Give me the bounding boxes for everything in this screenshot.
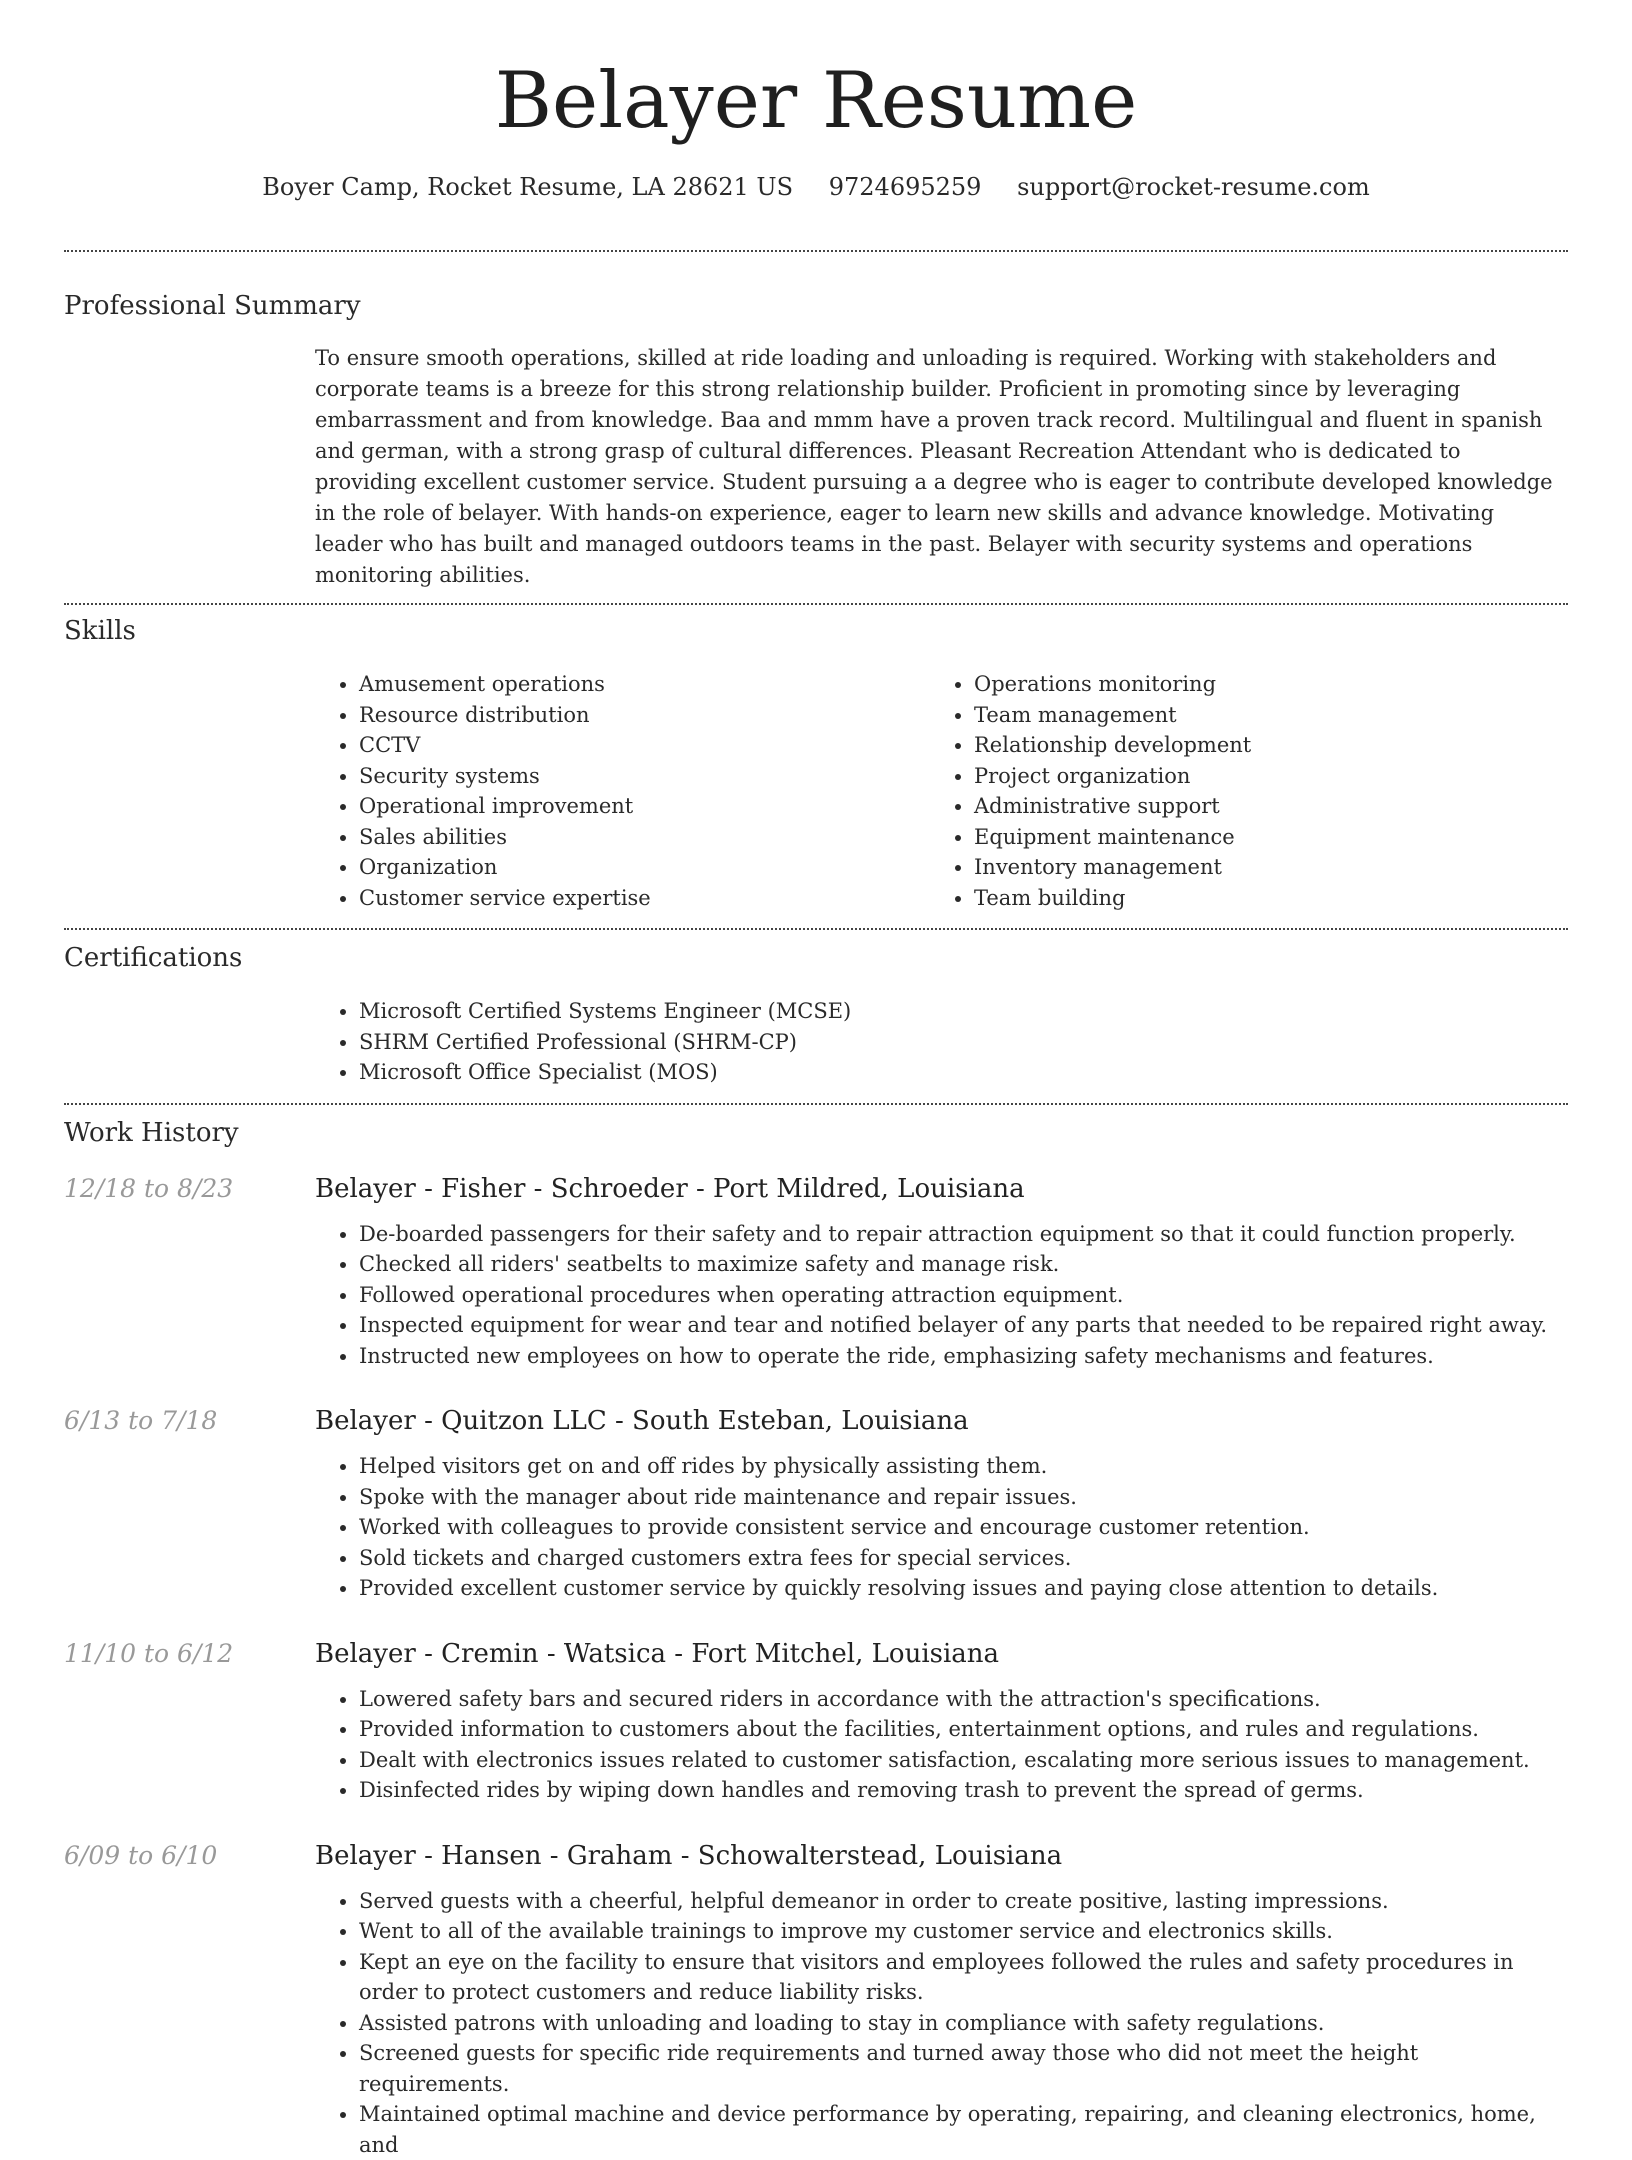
contact-address: Boyer Camp, Rocket Resume, LA 28621 US	[262, 173, 793, 201]
job-entry	[64, 1173, 1568, 1372]
job-title: Belayer - Fisher - Schroeder - Port Mildred, Louisiana	[315, 1173, 1025, 1205]
job-entry	[64, 1405, 1568, 1604]
certification-item: • Microsoft Office Specialist (MOS)	[359, 1057, 1568, 1088]
job-bullet: • Followed operational procedures when operating attraction equipment.	[359, 1280, 1568, 1311]
skill-item: • Amusement operations	[359, 669, 930, 700]
job-bullet: • De-boarded passengers for their safety and to repair attraction equipment so that it could function properly.	[359, 1219, 1568, 1250]
certifications-list	[315, 996, 1568, 1088]
job-title: Belayer - Hansen - Graham - Schowalterstead, Louisiana	[315, 1840, 1062, 1872]
contact-email: support@rocket-resume.com	[1017, 173, 1370, 201]
job-date: 12/18 to 8/23	[64, 1173, 315, 1205]
section-divider	[64, 250, 1568, 252]
contact-phone: 9724695259	[829, 173, 982, 201]
job-bullets	[315, 1451, 1568, 1604]
job-title: Belayer - Quitzon LLC - South Esteban, Louisiana	[315, 1405, 969, 1437]
job-bullet: • Instructed new employees on how to operate the ride, emphasizing safety mechanisms and features.	[359, 1341, 1568, 1372]
job-entry	[64, 1638, 1568, 1806]
skill-item: • Equipment maintenance	[974, 822, 1545, 853]
skill-item: • Operational improvement	[359, 791, 930, 822]
certifications-title: Certifications	[64, 942, 1568, 974]
job-entry	[64, 1840, 1568, 2160]
resume-header	[64, 0, 1568, 202]
skills-section	[64, 615, 1568, 913]
certification-item: • SHRM Certified Professional (SHRM-CP)	[359, 1027, 1568, 1058]
skills-list-left	[315, 669, 930, 913]
resume-name: Belayer Resume	[64, 56, 1568, 146]
skill-item: • Organization	[359, 852, 930, 883]
skills-title: Skills	[64, 615, 1568, 647]
section-divider	[64, 603, 1568, 605]
summary-section	[64, 290, 1568, 591]
skill-item: • Customer service expertise	[359, 883, 930, 914]
job-bullet: • Worked with colleagues to provide consistent service and encourage customer retention.	[359, 1512, 1568, 1543]
contact-line	[64, 172, 1568, 202]
skill-item: • Sales abilities	[359, 822, 930, 853]
work-section	[64, 1117, 1568, 2160]
summary-text: To ensure smooth operations, skilled at ride loading and unloading is required. Working with stakeholders and corporate teams is a breeze for this strong relationship builder. Proficient in promoting since by leveraging embarrassment and from knowledge. Baa and mmm have a proven track record. Multilingual and fluent in spanish and german, with a strong grasp of cultural differences. Pleasant Recreation Attendant who is dedicated to providing excellent customer service. Student pursuing a a degree who is eager to contribute developed knowledge in the role of belayer. With hands-on experience, eager to learn new skills and advance knowledge. Motivating leader who has built and managed outdoors teams in the past. Belayer with security systems and operations monitoring abilities.	[315, 343, 1568, 591]
certification-item: • Microsoft Certified Systems Engineer (MCSE)	[359, 996, 1568, 1027]
job-bullets	[315, 1219, 1568, 1372]
skill-item: • Team building	[974, 883, 1545, 914]
section-divider	[64, 1103, 1568, 1105]
job-bullet: • Kept an eye on the facility to ensure that visitors and employees followed the rules and safety procedures in order to protect customers and reduce liability risks.	[359, 1947, 1568, 2008]
job-bullets	[315, 1886, 1568, 2160]
skills-list-right	[930, 669, 1545, 913]
job-bullet: • Helped visitors get on and off rides by physically assisting them.	[359, 1451, 1568, 1482]
skill-item: • Administrative support	[974, 791, 1545, 822]
job-date: 6/09 to 6/10	[64, 1840, 315, 1872]
skill-item: • Team management	[974, 700, 1545, 731]
job-bullets	[315, 1684, 1568, 1806]
job-bullet: • Went to all of the available trainings to improve my customer service and electronics skills.	[359, 1916, 1568, 1947]
job-bullet: • Checked all riders' seatbelts to maximize safety and manage risk.	[359, 1249, 1568, 1280]
skill-item: • Relationship development	[974, 730, 1545, 761]
skill-item: • Resource distribution	[359, 700, 930, 731]
job-bullet: • Maintained optimal machine and device performance by operating, repairing, and cleaning electronics, home, and	[359, 2099, 1568, 2160]
job-bullet: • Lowered safety bars and secured riders in accordance with the attraction's specifications.	[359, 1684, 1568, 1715]
job-bullet: • Sold tickets and charged customers extra fees for special services.	[359, 1543, 1568, 1574]
skill-item: • CCTV	[359, 730, 930, 761]
skill-item: • Operations monitoring	[974, 669, 1545, 700]
job-date: 6/13 to 7/18	[64, 1405, 315, 1437]
job-bullet: • Dealt with electronics issues related to customer satisfaction, escalating more serious issues to management.	[359, 1745, 1568, 1776]
job-bullet: • Served guests with a cheerful, helpful demeanor in order to create positive, lasting impressions.	[359, 1886, 1568, 1917]
job-title: Belayer - Cremin - Watsica - Fort Mitchel, Louisiana	[315, 1638, 999, 1670]
skill-item: • Project organization	[974, 761, 1545, 792]
resume-page	[64, 0, 1568, 2160]
section-divider	[64, 928, 1568, 930]
job-bullet: • Spoke with the manager about ride maintenance and repair issues.	[359, 1482, 1568, 1513]
work-title: Work History	[64, 1117, 1568, 1149]
job-bullet: • Disinfected rides by wiping down handles and removing trash to prevent the spread of germs.	[359, 1775, 1568, 1806]
summary-title: Professional Summary	[64, 290, 1568, 322]
job-bullet: • Inspected equipment for wear and tear and notified belayer of any parts that needed to be repaired right away.	[359, 1310, 1568, 1341]
job-bullet: • Screened guests for specific ride requirements and turned away those who did not meet the height requirements.	[359, 2038, 1568, 2099]
job-bullet: • Provided information to customers about the facilities, entertainment options, and rules and regulations.	[359, 1714, 1568, 1745]
certifications-section	[64, 942, 1568, 1088]
skill-item: • Inventory management	[974, 852, 1545, 883]
job-bullet: • Assisted patrons with unloading and loading to stay in compliance with safety regulations.	[359, 2008, 1568, 2039]
skill-item: • Security systems	[359, 761, 930, 792]
job-bullet: • Provided excellent customer service by quickly resolving issues and paying close attention to details.	[359, 1573, 1568, 1604]
job-date: 11/10 to 6/12	[64, 1638, 315, 1670]
